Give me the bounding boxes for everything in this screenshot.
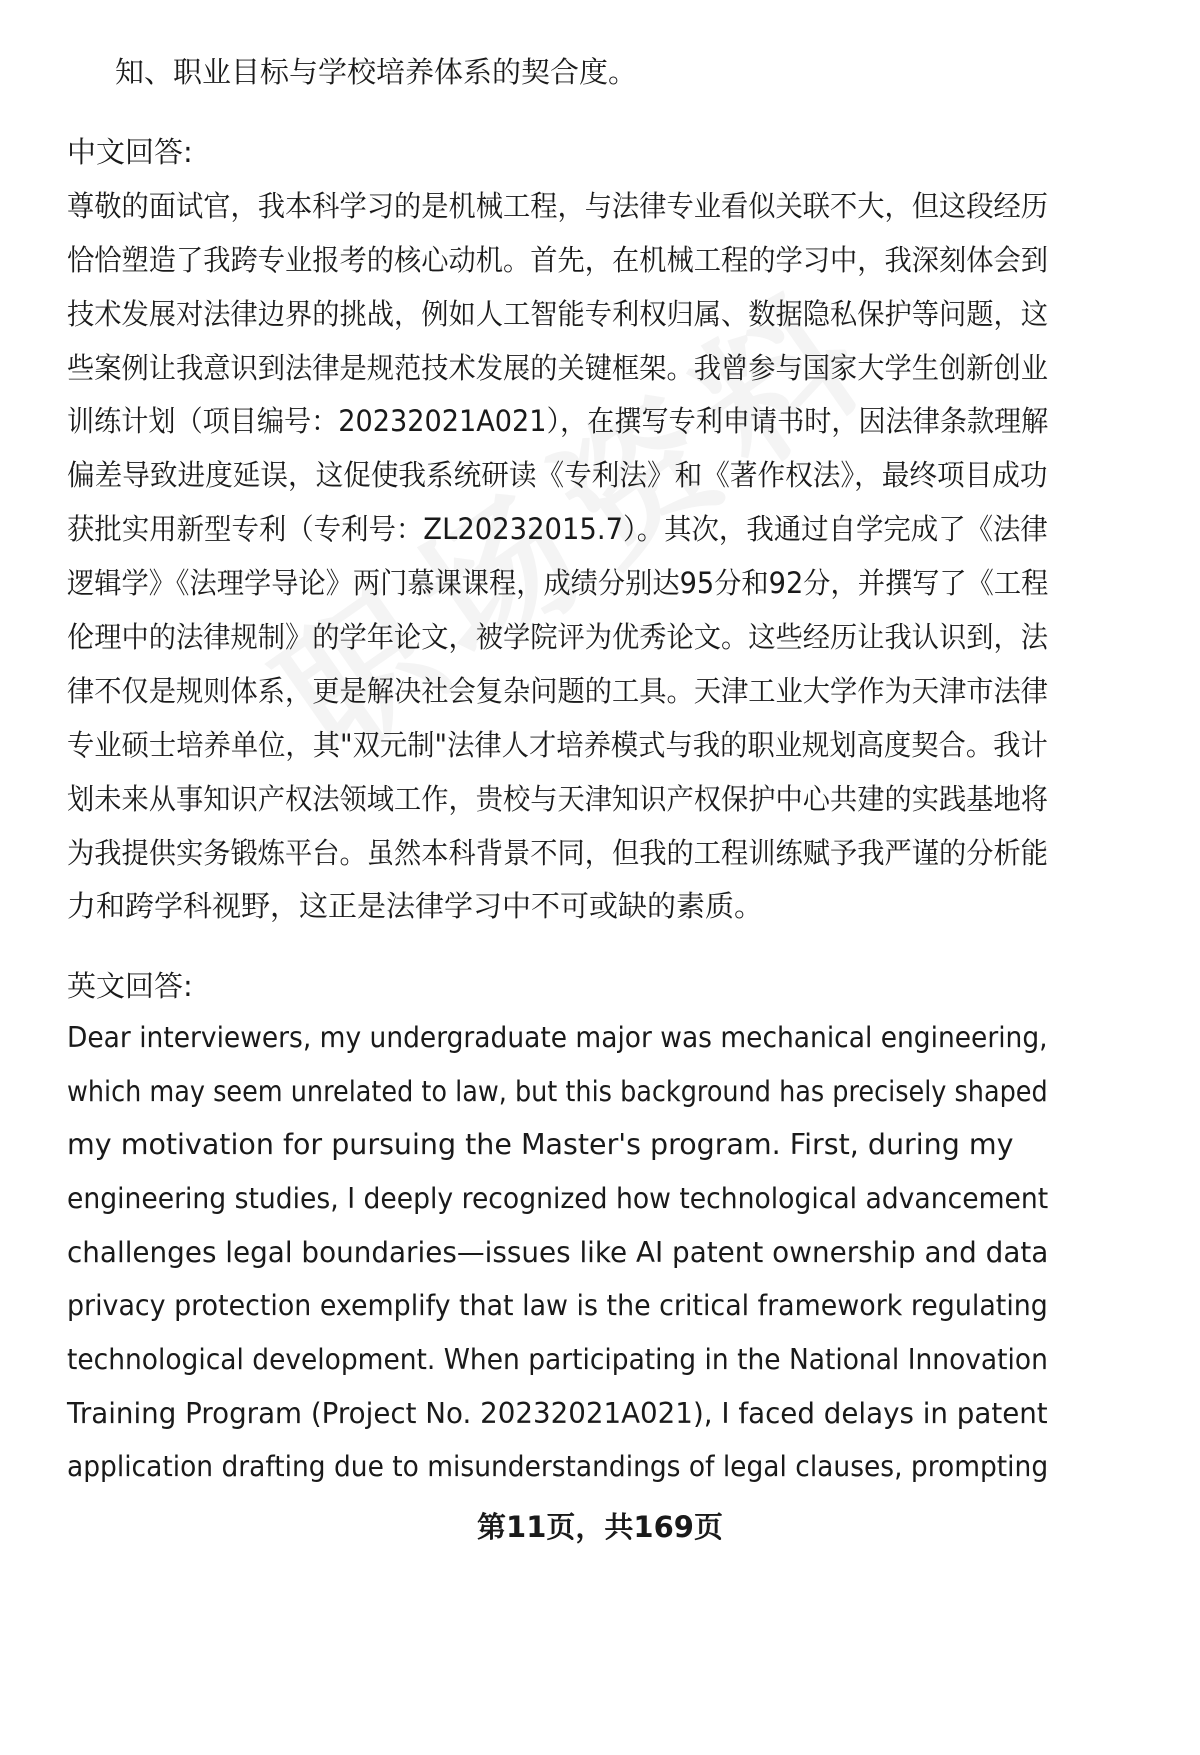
cn-line: 伦理中的法律规制》的学年论文，被学院评为优秀论文。这些经历让我认识到，法 xyxy=(67,620,1049,654)
cn-line: 专业硕士培养单位，其"双元制"法律人才培养模式与我的职业规划高度契合。我计 xyxy=(67,728,1048,762)
cn-line: 划未来从事知识产权法领域工作，贵校与天津知识产权保护中心共建的实践基地将 xyxy=(67,782,1049,816)
cn-line: 为我提供实务锻炼平台。虽然本科背景不同，但我的工程训练赋予我严谨的分析能 xyxy=(67,836,1049,870)
cn-line: 获批实用新型专利（专利号：ZL20232015.7）。其次，我通过自学完成了《法律 xyxy=(67,512,1048,546)
en-line: my motivation for pursuing the Master's program. First, during my xyxy=(67,1128,1014,1161)
cn-line: 律不仅是规则体系，更是解决社会复杂问题的工具。天津工业大学作为天津市法律 xyxy=(67,674,1049,708)
cn-line: 训练计划（项目编号：20232021A021），在撰写专利申请书时，因法律条款理解 xyxy=(67,404,1049,438)
english-answer-label: 英文回答: xyxy=(67,969,193,1003)
en-line: Training Program (Project No. 20232021A021), I faced delays in patent xyxy=(67,1397,1048,1430)
en-line: engineering studies, I deeply recognized how technological advancement xyxy=(67,1182,1049,1215)
en-line: Dear interviewers, my undergraduate major was mechanical engineering, xyxy=(67,1021,1048,1054)
en-line: privacy protection exemplify that law is the critical framework regulating xyxy=(67,1289,1048,1322)
intro-tail-text: 知、职业目标与学校培养体系的契合度。 xyxy=(115,55,638,89)
en-line: technological development. When participating in the National Innovation xyxy=(67,1343,1048,1376)
cn-line: 些案例让我意识到法律是规范技术发展的关键框架。我曾参与国家大学生创新创业 xyxy=(67,351,1049,385)
en-line: challenges legal boundaries—issues like AI patent ownership and data xyxy=(67,1236,1049,1269)
page-footer: 第11页，共169页 xyxy=(477,1510,723,1544)
en-line: application drafting due to misunderstandings of legal clauses, prompting xyxy=(67,1450,1049,1483)
en-line: which may seem unrelated to law, but this background has precisely shaped xyxy=(67,1075,1048,1108)
cn-line: 尊敬的面试官，我本科学习的是机械工程，与法律专业看似关联不大，但这段经历 xyxy=(67,189,1049,223)
cn-line: 恰恰塑造了我跨专业报考的核心动机。首先，在机械工程的学习中，我深刻体会到 xyxy=(67,243,1049,277)
cn-line: 逻辑学》《法理学导论》两门慕课课程，成绩分别达95分和92分，并撰写了《工程 xyxy=(67,566,1049,600)
cn-line: 力和跨学科视野，这正是法律学习中不可或缺的素质。 xyxy=(67,889,764,923)
chinese-answer-label: 中文回答: xyxy=(67,135,193,169)
cn-line: 技术发展对法律边界的挑战，例如人工智能专利权归属、数据隐私保护等问题，这 xyxy=(67,297,1049,331)
cn-line: 偏差导致进度延误，这促使我系统研读《专利法》和《著作权法》，最终项目成功 xyxy=(67,458,1048,492)
